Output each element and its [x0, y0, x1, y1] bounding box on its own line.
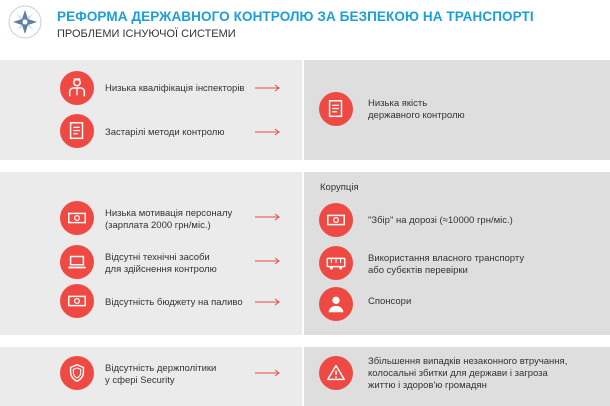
laptop-icon — [60, 245, 94, 279]
document-icon — [60, 114, 94, 148]
section-label-corruption: Корупція — [320, 182, 359, 193]
cause-label: Низька кваліфікація інспекторів — [105, 83, 245, 94]
document-icon — [319, 92, 353, 126]
cause-label: Застарілі методи контролю — [105, 127, 225, 138]
cause-label: Відсутні технічні засоби для здійснення контролю — [105, 252, 217, 275]
cause-label: Відсутність бюджету на паливо — [105, 297, 243, 308]
inspector-icon — [60, 71, 94, 105]
effect-label: Низька якість державного контролю — [368, 98, 465, 121]
money-icon — [60, 284, 94, 318]
arrow-right-icon — [255, 84, 281, 92]
money-icon — [60, 201, 94, 235]
bus-icon — [319, 246, 353, 280]
page-subtitle: ПРОБЛЕМИ ІСНУЮЧОЇ СИСТЕМИ — [57, 28, 236, 40]
money-icon — [319, 203, 353, 237]
cause-label: Відсутність держполітики у сфері Security — [105, 363, 217, 386]
cause-label: Низька мотивація персоналу (зарплата 2000 грн/міс.) — [105, 208, 233, 231]
header — [0, 0, 610, 60]
arrow-right-icon — [255, 257, 281, 265]
logo-icon — [8, 5, 42, 39]
arrow-right-icon — [255, 298, 281, 306]
arrow-right-icon — [255, 369, 281, 377]
arrow-right-icon — [255, 213, 281, 221]
warning-icon — [319, 356, 353, 390]
page-title: РЕФОРМА ДЕРЖАВНОГО КОНТРОЛЮ ЗА БЕЗПЕКОЮ НА ТРАНСПОРТІ — [57, 9, 534, 24]
effect-label: Збільшення випадків незаконного втручання, колосальні збитки для держави і загроза життю і здоров'ю громадян — [368, 356, 568, 391]
effect-label: Спонсори — [368, 296, 412, 307]
person-icon — [319, 287, 353, 321]
shield-icon — [60, 356, 94, 390]
effect-label: "Збір" на дорозі (≈10000 грн/міс.) — [368, 215, 513, 226]
effect-label: Використання власного транспорту або субєктів перевірки — [368, 253, 525, 276]
arrow-right-icon — [255, 128, 281, 136]
row1-causes-panel — [0, 60, 302, 160]
